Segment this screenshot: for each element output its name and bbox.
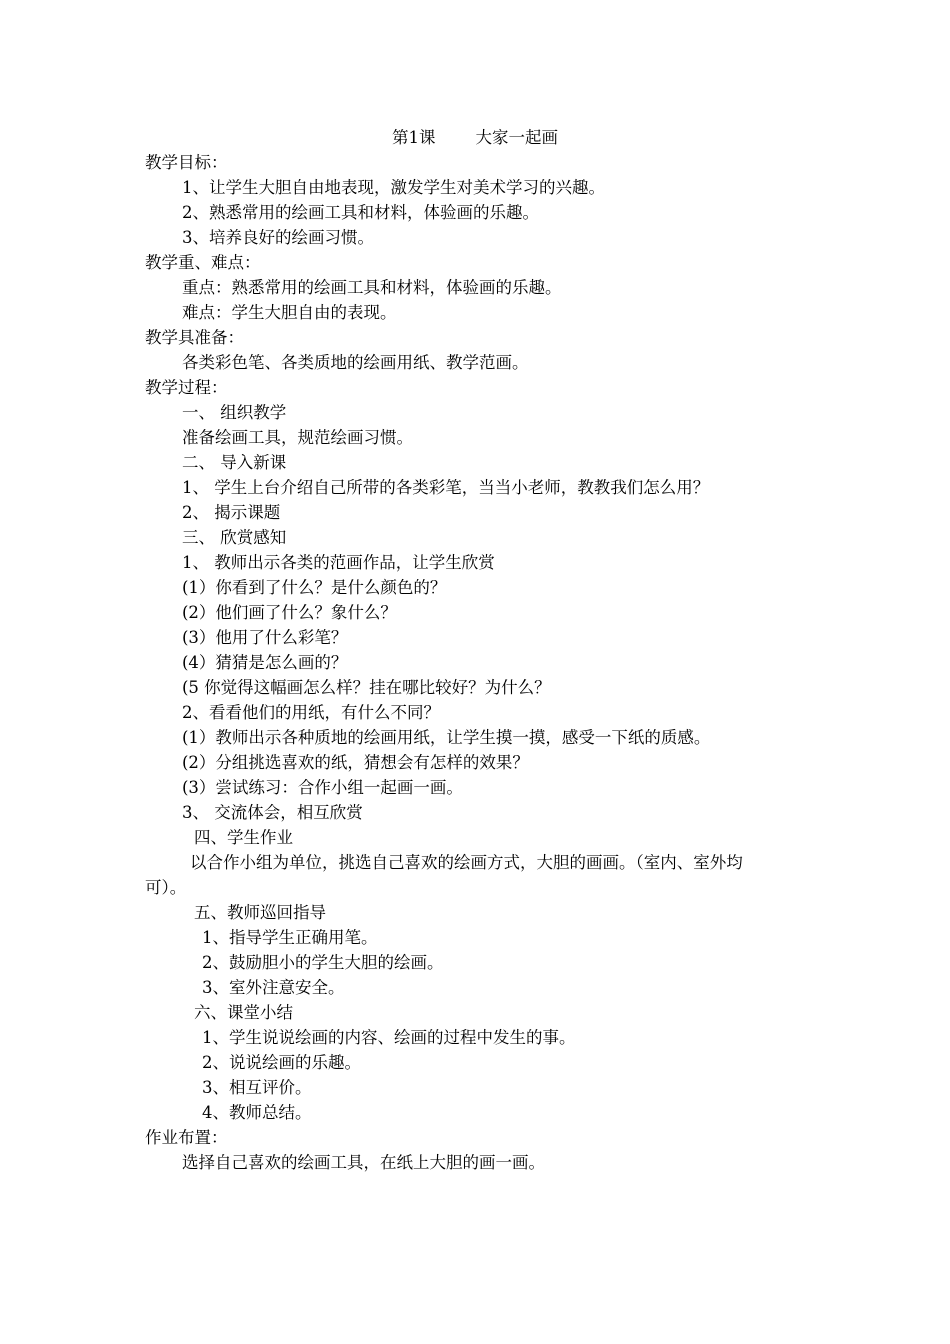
- guidance-item: 1、指导学生正确用笔。: [202, 928, 378, 947]
- question-item: (5 你觉得这幅画怎么样？挂在哪比较好？为什么？: [182, 678, 551, 697]
- process-text: 以合作小组为单位，挑选自己喜欢的绘画方式，大胆的画画。（室内、室外均: [190, 853, 743, 872]
- objective-item: 2、熟悉常用的绘画工具和材料，体验画的乐趣。: [182, 203, 539, 222]
- question-item: (2）分组挑选喜欢的纸，猜想会有怎样的效果？: [182, 753, 529, 772]
- process-step-heading: 一、 组织教学: [182, 403, 287, 422]
- summary-item: 1、学生说说绘画的内容、绘画的过程中发生的事。: [202, 1028, 576, 1047]
- process-step-heading: 二、 导入新课: [182, 453, 287, 472]
- question-item: (1）你看到了什么？是什么颜色的？: [182, 578, 447, 597]
- question-item: (4）猜猜是怎么画的？: [182, 653, 348, 672]
- section-heading-process: 教学过程：: [145, 378, 228, 397]
- question-item: (2）他们画了什么？象什么？: [182, 603, 397, 622]
- question-item: (3）他用了什么彩笔？: [182, 628, 348, 647]
- process-step-heading: 四、学生作业: [194, 828, 293, 847]
- process-text: 1、 教师出示各类的范画作品，让学生欣赏: [182, 553, 495, 572]
- section-heading-objectives: 教学目标：: [145, 153, 228, 172]
- process-text: 2、 揭示课题: [182, 503, 281, 522]
- difficulty-item: 难点：学生大胆自由的表现。: [182, 303, 397, 322]
- process-step-heading: 六、课堂小结: [194, 1003, 293, 1022]
- process-text: 准备绘画工具，规范绘画习惯。: [182, 428, 413, 447]
- process-step-heading: 五、教师巡回指导: [194, 903, 326, 922]
- section-heading-materials: 教学具准备：: [145, 328, 244, 347]
- process-text-continuation: 可）。: [145, 878, 187, 897]
- homework-item: 选择自己喜欢的绘画工具，在纸上大胆的画一画。: [182, 1153, 545, 1172]
- lesson-number: 第1课: [392, 128, 436, 147]
- objective-item: 3、培养良好的绘画习惯。: [182, 228, 374, 247]
- objective-item: 1、让学生大胆自由地表现，激发学生对美术学习的兴趣。: [182, 178, 605, 197]
- question-item: (1）教师出示各种质地的绘画用纸，让学生摸一摸，感受一下纸的质感。: [182, 728, 711, 747]
- process-text: 2、看看他们的用纸，有什么不同？: [182, 703, 440, 722]
- key-point-item: 重点：熟悉常用的绘画工具和材料，体验画的乐趣。: [182, 278, 562, 297]
- process-step-heading: 三、 欣赏感知: [182, 528, 287, 547]
- section-heading-homework: 作业布置：: [145, 1128, 228, 1147]
- guidance-item: 3、室外注意安全。: [202, 978, 345, 997]
- question-item: (3）尝试练习：合作小组一起画一画。: [182, 778, 463, 797]
- summary-item: 2、说说绘画的乐趣。: [202, 1053, 361, 1072]
- summary-item: 4、教师总结。: [202, 1103, 312, 1122]
- section-heading-key-points: 教学重、难点：: [145, 253, 261, 272]
- lesson-name: 大家一起画: [475, 128, 558, 147]
- lesson-title: [0, 126, 950, 150]
- process-text: 3、 交流体会，相互欣赏: [182, 803, 363, 822]
- guidance-item: 2、鼓励胆小的学生大胆的绘画。: [202, 953, 444, 972]
- process-text: 1、 学生上台介绍自己所带的各类彩笔，当当小老师，教教我们怎么用？: [182, 478, 710, 497]
- materials-item: 各类彩色笔、各类质地的绘画用纸、教学范画。: [182, 353, 529, 372]
- summary-item: 3、相互评价。: [202, 1078, 312, 1097]
